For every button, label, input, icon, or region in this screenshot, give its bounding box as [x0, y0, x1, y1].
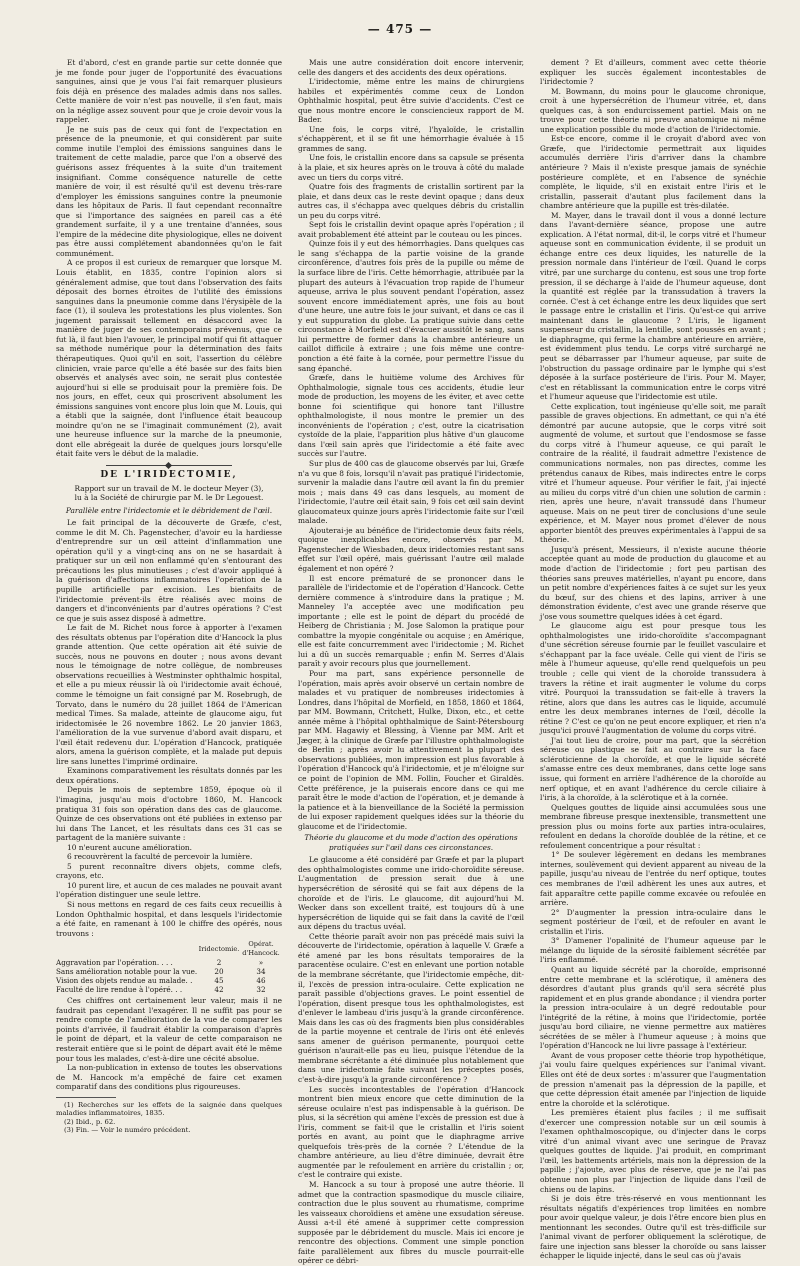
paragraph: 10 n'eurent aucune amélioration. [67, 842, 193, 852]
table-cell: 34 [256, 967, 266, 977]
table-cell: 20 [214, 967, 224, 977]
column-1 [56, 58, 282, 1168]
paragraph: Sept fois le cristallin devint opaque après l'opération ; il avait probablement été atteint par le couteau ou les pinces. [298, 220, 524, 239]
table-cell: Aggravation par l'opération. . . . [56, 958, 173, 968]
theory-subtitle: Théorie du glaucome et du mode d'action des opérations pratiquées sur l'œil dans ces circonstances. [304, 833, 518, 852]
paragraph: Examinons comparativement les résultats donnés par les deux opérations. [56, 766, 282, 785]
paragraph: Le glaucome a été considéré par Græfe et par la plupart des ophthalmologistes comme une irido-choroïdite séreuse. L'augmentation de pression serait due à une hypersécrétion de sérosité qui se fait aux dépens de la choroïde et de l'iris. Le glaucome, dit aujourd'hui M. Wecker dans son excellent traité, est toujours dû à une hypersécrétion de liquide qui se fait dans la cavité de l'œil aux dépens du tractus uvéal. [298, 855, 524, 932]
paragraph: Le fait de M. Richet nous force à apporter à l'examen des résultats obtenus par l'opération dite d'Hancock la plus grande attention. Que cette opération ait été suivie de succès, nous ne pouvons en douter ; nous avons devant nous le témoignage de notre collègue, de nombreuses observations recueillies à Westminster ophthalmic hospital, et elle a pu mieux réussir là où l'iridectomie avait échoué, comme le témoigne un fait consigné par M. Rosebrugh, de Torvato, dans le numéro du 28 juillet 1864 de l'American medical Times. Sa malade, atteinte de glaucome aigu, fut iridectomisée le 26 novembre 1862. Le 20 janvier 1863, l'amélioration de la vue survenue d'abord avait disparu, et l'œil était redevenu dur. L'opération d'Hancock, pratiquée alors, amena la guérison complète, et la malade put depuis lire sans lunettes l'imprimé ordinaire. [56, 623, 282, 766]
table-header-row [56, 940, 282, 958]
paragraph: Avant de vous proposer cette théorie trop hypothétique, j'ai voulu faire quelques expériences sur l'animal vivant. Elles ont été de deux sortes : m'assurer que l'augmentation de pression n'amenait pas la dépression de la papille, et que cette dépression était amenée par l'injection de liquide entre la choroïde et la sclérotique. [540, 1050, 766, 1108]
column-3-paragraphs [540, 58, 766, 1261]
column-2 [298, 58, 524, 1266]
paragraph: Il est encore prématuré de se prononcer dans le parallèle de l'iridectomie et de l'opération d'Hancock. Cette dernière commence à s'introduire dans la pratique ; M. Manneley l'a acceptée avec une modification peu importante ; elle est le point de départ du procédé de Heiberg de Christiania ; M. Jose Salomon la pratique pour combattre la myopie congénitale ou acquise ; en Amérique, elle est faite concurremment avec l'iridectomie ; M. Richet lui a dû un succès remarquable ; enfin M. Serres d'Alais paraît y avoir recours plus que journellement. [298, 573, 524, 669]
footnotes [56, 1101, 282, 1135]
paragraph: L'iridectomie, même entre les mains de chirurgiens habiles et expérimentés comme ceux de London Ophthalmic hospital, peut être suivie d'accidents. C'est ce que nous montre encore le consciencieux rapport de M. Bader. [298, 77, 524, 125]
paragraph: M. Mayer, dans le travail dont il vous a donné lecture dans l'avant-dernière séance, propose une autre explication. A l'état normal, dit-il, le corps vitré et l'humeur aqueuse sont en communication évidente, il se produit un échange entre ces deux liquides, les naturelle de la pression normale dans l'intérieur de l'œil. Quand le corps vitré, par une surcharge du contenu, est sous une trop forte pression, il se décharge à l'aide de l'humeur aqueuse, dont la quantité est réglée par la transsudation à travers la cornée. C'est à cet échange entre les deux liquides que sert le passage entre le cristallin et l'iris. Qu'est-ce qui arrive maintenant dans le glaucome ? L'iris, le ligament suspenseur du cristallin, la lentille, sont poussés en avant ; le diaphragme, qui ferme la chambre antérieure en arrière, est évidemment plus tendu. Le corps vitré surchargé ne peut se débarrasser par l'humeur aqueuse, par suite de l'obstruction du passage ordinaire par le lymphe qui s'est déposée à la surface postérieure de l'iris. Pour M. Mayer, c'est en rétablissant la communication entre le corps vitré et l'humeur aqueuse que l'iridectomie est utile. [540, 210, 766, 402]
paragraph: Le fait principal de la découverte de Græfe, c'est, comme le dit M. Ch. Pagenstecher, d'avoir eu la hardiesse d'entreprendre sur un œil atteint d'inflammation une opération qu'il y a vingt-cinq ans on ne se hasardait à pratiquer sur un œil non enflammé qu'en s'entourant des précautions les plus minutieuses ; c'est d'avoir appliqué à la guérison d'affections inflammatoires l'opération de la pupille artificielle par excision. Les bienfaits de l'iridectomie prévent-ils être réalisés avec moins de dangers et d'inconvénients par d'autres opérations ? C'est ce que je suis assez disposé à admettre. [56, 518, 282, 623]
table-cell: 46 [256, 976, 266, 986]
table-cell: 2 [216, 958, 222, 968]
paragraph: Les premières étaient plus faciles ; il me suffisait d'exercer une compression notable sur un œil soumis à l'examen ophthalmoscopique, ou d'injecter dans le corps vitré d'un animal vivant avec une seringue de Pravaz quelques gouttes de liquide. J'ai produit, en comprimant l'œil, les battements artériels, mais non la dépression de la papille ; j'ajoute, avec plus de réserve, que je ne l'ai pas obtenue non plus par l'injection de liquide dans l'œil de chiens ou de lapins. [540, 1108, 766, 1194]
table-cell: Vision des objets rendue au malade. . [56, 976, 193, 986]
paragraph: 5 purent reconnaître divers objets, comme clefs, crayons, etc. [56, 861, 282, 881]
paragraph: Le glaucome aigu est pour presque tous les ophthalmologistes une irido-choroïdite s'accompagnant d'une sécrétion séreuse fournie par le feuillet vasculaire et s'échappant par la face uvéale. Celle qui vient de l'iris se mêle à l'humeur aqueuse, qu'elle rend quelquefois un peu trouble ; celle qui vient de la choroïde transsudera à travers la rétine et irait augmenter le volume du corps vitré. Pourquoi la transsudation se fait-elle à travers la rétine, alors que dans les autres cas le liquide, accumulé entre les deux membranes internes de l'œil, décolle la rétine ? C'est ce qu'on ne peut encore expliquer, et rien n'a jusqu'ici prouvé l'augmentation de volume du corps vitré. [540, 621, 766, 736]
section-subtitle: Parallèle entre l'iridectomie et le débridement de l'œil. [65, 505, 273, 515]
paragraph: 2° D'augmenter la pression intra-oculaire dans le segment postérieur de l'œil, et de refouler en avant le cristallin et l'iris. [540, 907, 766, 936]
column-3 [540, 58, 766, 1261]
section-society-line: lu à la Société de chirurgie par M. le Dr Legouest. [74, 493, 264, 503]
paragraph: J'ai tout lieu de croire, pour ma part, que la sécrétion séreuse ou plastique se fait au contraire sur la face scléroticienne de la choroïde, et que le liquide sécrété s'amasse entre ces deux membranes, dans cette loge sans issue, qui forment en arrière l'adhérence de la choroïde au nerf optique, et en avant l'adhérence du cercle ciliaire à l'iris, à la choroïde, à la sclérotique et à la cornée. [540, 735, 766, 803]
section-divider [106, 465, 232, 466]
paragraph: Græfe, dans le huitième volume des Archives für Ophthalmologie, signale tous ces accidents, étudie leur mode de production, les moyens de les éviter, et avec cette bonne foi scientifique qui honore tant l'illustre ophthalmologiste, il nous montre le premier un des inconvénients de l'opération ; c'est, outre la cicatrisation cystoïde de la plaie, l'apparition plus hâtive d'un glaucome dans l'œil sain après que l'iridectomie a été faite avec succès sur l'autre. [298, 373, 524, 459]
column-1-paragraphs-3 [56, 996, 282, 1091]
table-row [56, 976, 282, 985]
columns [56, 58, 766, 1266]
table-header-cell: Iridectomie. [198, 944, 240, 953]
paragraph: Si nous mettons en regard de ces faits ceux recueillis à London Ophthalmic hospital, et dans lesquels l'iridectomie a été faite, en ramenant à 100 le chiffre des opérés, nous trouvons : [56, 900, 282, 938]
table-cell: Faculté de lire rendue à l'opéré. . . [56, 985, 183, 995]
table-row [56, 967, 282, 976]
paragraph: dement ? Et d'ailleurs, comment avec cette théorie expliquer les succès également incontestables de l'iridectomie ? [540, 58, 766, 87]
paragraph: 10 purent lire, et aucun de ces malades ne pouvait avant l'opération distinguer une seule lettre. [56, 880, 282, 900]
paragraph: Sur plus de 400 cas de glaucome observés par lui, Græfe n'a vu que 8 fois, lorsqu'il n'avait pas pratiqué l'iridectomie, survenir la maladie dans l'autre œil avant la fin du premier mois ; mais dans 49 cas dans lesquels, au moment de l'iridectomie, l'autre œil était sain, 9 fois cet œil sain devint glaucomateux quinze jours après l'iridectomie faite sur l'œil malade. [298, 458, 524, 526]
paragraph: Est-ce encore, comme il le croyait d'abord avec von Græfe, que l'iridectomie permettrait aux liquides accumulés derrière l'iris d'arriver dans la chambre antérieure ? Mais il n'existe presque jamais de synéchie postérieure complète, et en l'absence de synéchie complète, le liquide, s'il en existait entre l'iris et le cristallin, passerait d'autant plus facilement dans la chambre antérieure que la pupille est très-dilatée. [540, 134, 766, 211]
paragraph: Et d'abord, c'est en grande partie sur cette donnée que je me fonde pour juger de l'opportunité des évacuations sanguines, ainsi que je vous l'ai fait remarquer plusieurs fois déjà en présence des malades admis dans nos salles. Cette manière de voir n'est pas nouvelle, il s'en faut, mais on la néglige assez souvent pour que je croie devoir vous la rappeler. [56, 58, 282, 125]
paragraph: Cette explication, tout ingénieuse qu'elle soit, me paraît passible de graves objections. En admettant, ce qui n'a été démontré par aucune autopsie, que le corps vitré soit augmenté de volume, et surtout que l'endosmose se fasse du corps vitré à l'humeur aqueuse, ce qui paraît le contraire de la réalité, il faudrait admettre l'existence de communications normales, non pas directes, comme les prétendus canaux de Ribes, mais indirectes entre le corps vitré et l'humeur aqueuse. Pour vérifier le fait, j'ai injecté au milieu du corps vitré d'un chien une solution de carmin : rien, après une heure, n'avait transsudé dans l'humeur aqueuse. Mais on ne peut tirer de conclusions d'une seule expérience, et M. Mayer nous promet d'élever de nous apporter bientôt des preuves expérimentales à l'appui de sa théorie. [540, 401, 766, 545]
footnote: (1) Recherches sur les effets de la saignée dans quelques maladies inflammatoires, 1835. [56, 1100, 282, 1118]
paragraph: Quatre fois des fragments de cristallin sortirent par la plaie, et dans deux cas le reste devint opaque ; dans deux autres cas, il s'échappa avec quelques débris du cristallin un peu du corps vitré. [298, 182, 524, 220]
paragraph: Une fois, le corps vitré, l'hyaloïde, le cristallin s'échappèrent, et il se fit une hémorrhagie évaluée à 15 grammes de sang. [298, 124, 524, 153]
paragraph: Pour ma part, sans expérience personnelle de l'opération, mais après avoir observé un certain nombre de malades et vu pratiquer de nombreuses iridectomies à Londres, dans l'hôpital de Morfield, en 1858, 1860 et 1864, par MM. Bowmann, Critchett, Hulke, Dixon, etc., et cette année même à l'hôpital ophthalmique de Saint-Pétersbourg par MM. Hagawiy et Blessing, à Vienne par MM. Arlt et Jæger, à la clinique de Græfe par l'illustre ophthalmologiste de Berlin ; après avoir lu attentivement la plupart des observations publiées, mon impression est plus favorable à l'opération d'Hancock qu'à l'iridectomie, et je m'éloigne sur ce point de l'opinion de MM. Follin, Foucher et Giraldès. Cette préférence, je la puiserais encore dans ce qui me paraît être le mode d'action de l'opération, et je demande à la patience et à la bienveillance de la Société la permission de lui exposer rapidement quelques idées sur la théorie du glaucome et de l'iridectomie. [298, 669, 524, 831]
paragraph: M. Bowmann, du moins pour le glaucome chronique, croit à une hypersécrétion de l'humeur vitrée, et, dans quelques cas, à son endurcissement partiel. Mais on ne trouve pour cette théorie ni preuve anatomique ni même une explication possible du mode d'action de l'iridectomie. [540, 86, 766, 134]
paragraph: 3° D'amener l'opalinité de l'humeur aqueuse par le mélange du liquide de la sérosité faiblement sécrétée par l'iris enflammé. [540, 936, 766, 965]
table-body [56, 958, 282, 994]
footnote-rule [56, 1097, 116, 1098]
paragraph: Ajouterai-je au bénéfice de l'iridectomie deux faits réels, quoique inexplicables encore, observés par M. Pagenstecher de Wiesbaden, deux iridectomies restant sans effet sur l'œil opéré, mais guérissant l'autre œil malade également et non opéré ? [298, 525, 524, 573]
section-title: DE L'IRIDECTOMIE, [100, 469, 238, 480]
column-1-paragraphs [56, 58, 282, 459]
paragraph: A ce propos il est curieux de remarquer que lorsque M. Louis établit, en 1835, contre l'opinion alors si généralement admise, que tout dans l'observation des faits déposait des bornes étroites de l'utilité des émissions sanguines dans la pneumonie comme dans l'érysipèle de la face (1), il souleva les protestations les plus violentes. Son jugement paraissait tellement en désaccord avec la manière de juger de ses contemporains prévenus, que ce fut là, il faut bien l'avouer, le principal motif qui fit attaquer sa méthode numérique pour la détermination des faits thérapeutiques. Quoi qu'il en soit, l'assertion du célèbre clinicien, vraie parce qu'elle a été basée sur des faits bien observés et analysés avec soin, ne serait plus contestée aujourd'hui si elle se produisait pour la première fois. De nos jours, en effet, ceux qui proscrivent absolument les émissions sanguines vont encore plus loin que M. Louis, qui a établi que la saignée, dont l'influence était beaucoup moindre qu'on ne se l'imaginait communément (2), avait une heureuse influence sur la marche de la pneumonie, dont elle abrégeait la durée de quelques jours lorsqu'elle était faite vers le début de la maladie. [56, 258, 282, 459]
footnote: (2) Ibid., p. 62. [64, 1117, 116, 1126]
paragraph: M. Hancock a su tour à proposé une autre théorie. Il admet que la contraction spasmodique du muscle ciliaire, contraction due le plus souvent au rhumatisme, comprime les vaisseaux choroïdiens et amène une exsudation séreuse. Aussi a-t-il été amené à supprimer cette compression supposée par le débridement du muscle. Mais ici encore je rencontre des objections. Comment une simple ponction faite parallèlement aux fibres du muscle pourrait-elle opérer ce débri- [298, 1179, 524, 1266]
column-1-paragraphs-2 [56, 518, 282, 938]
column-2-paragraphs [298, 58, 524, 831]
page-number: — 475 — [367, 22, 433, 36]
paragraph: Si je dois être très-réservé en vous mentionnant les résultats négatifs d'expériences trop limitées en nombre pour avoir quelque valeur, je dois l'être encore bien plus en mentionnant les secondes. Outre qu'il est très-difficile sur l'animal vivant de perforer obliquement la sclérotique, de faire une injection sans blesser la choroïde ou sans laisser échapper le liquide injecté, dans le seul cas où j'avais [540, 1194, 766, 1261]
paragraph: 6 recouvrèrent la faculté de percevoir la lumière. [67, 852, 253, 862]
paragraph: Quant au liquide sécrété par la choroïde, emprisonné entre cette membrane et la sclérotique, il amènera des désordres d'autant plus grands qu'il sera sécrété plus rapidement et en plus grande abondance ; il viendra porter la pression intra-oculaire à un degré redoutable pour l'intégrité de la rétine, à moins que l'iridectomie, portée jusqu'au bord ciliaire, ne vienne permettre aux matières sécrétées de se mêler à l'humeur aqueuse ; à moins que l'opération d'Hancock ne lui livre passage à l'extérieur. [540, 964, 766, 1051]
paragraph: Les succès incontestables de l'opération d'Hancock montrent bien mieux encore que cette diminution de la séreuse oculaire n'est pas indispensable à la guérison. De plus, si la sécrétion qui amène l'excès de pression est due à l'iris, comment se fait-il que le cristallin et l'iris soient portés en avant, au point que le diaphragme arrive quelquefois très-près de la cornée ? L'étendue de la chambre antérieure, au lieu d'être diminuée, devrait être augmentée par le refoulement en arrière du cristallin ; or, c'est le contraire qui existe. [298, 1084, 524, 1180]
paragraph: La non-publication in extenso de toutes les observations de M. Hancock m'a empêché de faire cet examen comparatif dans des conditions plus rigoureuses. [56, 1063, 282, 1092]
table-row [56, 985, 282, 994]
section-report-line: Rapport sur un travail de M. le docteur Meyer (3), [74, 483, 264, 493]
column-2-paragraphs-2 [298, 855, 524, 1266]
footnote: (3) Fin. — Voir le numéro précédent. [64, 1126, 191, 1135]
table-row [56, 958, 282, 967]
paragraph: Une fois, le cristallin encore dans sa capsule se présenta à la plaie, et six heures après on le trouva à côté du malade avec un tiers du corps vitré. [298, 153, 524, 182]
results-table [56, 940, 282, 994]
table-header-cell [56, 940, 198, 958]
paragraph: 1° De soulever légèrement en dedans les membranes internes, soulèvement qui devient apparent au niveau de la papille, jusqu'au niveau de l'entrée du nerf optique, toutes ces membranes de l'œil adhèrent les unes aux autres, et fait apparaître cette papille comme excavée ou refoulée en arrière. [540, 850, 766, 908]
table-header-cell: Opérat. d'Hancock. [242, 940, 280, 958]
paragraph: Mais une autre considération doit encore intervenir, celle des dangers et des accidents des deux opérations. [298, 58, 524, 77]
paragraph: Ces chiffres ont certainement leur valeur, mais il ne faudrait pas cependant l'exagérer. Il ne suffit pas pour se rendre compte de l'amélioration de la vue de comparer les points d'arrivée, il faudrait établir la comparaison d'après le point de départ, et la valeur de cette comparaison ne resterait entière que si le point de départ avait été le même pour tous les malades, c'est-à-dire une cécité absolue. [56, 996, 282, 1063]
paragraph: Cette théorie paraît avoir non pas précédé mais suivi la découverte de l'iridectomie, opération à laquelle V. Græfe a été amené par les bons résultats temporaires de la paracentèse oculaire. C'est en enlevant une portion notable de la membrane sécrétante, que l'iridectomie empêche, dit-il, l'excès de pression intra-oculaire. Cette explication ne paraît passible d'objections graves. Le point essentiel de l'opération, disent presque tous les ophthalmologistes, est d'enlever le lambeau d'iris jusqu'à la grande circonférence. Mais dans les cas où des fragments bien plus considérables de la partie moyenne et centrale de l'iris ont été enlevés sans amener de guérison permanente, pourquoi cette guérison n'aurait-elle pas eu lieu, puisque l'étendue de la membrane sécrétante a été diminuée plus notablement que dans une iridectomie faite suivant les préceptes posés, c'est-à-dire jusqu'à la grande circonférence ? [298, 931, 524, 1084]
paragraph: Je ne suis pas de ceux qui font de l'expectation en présence de la pneumonie, et qui considèrent par suite comme inutile l'emploi des émissions sanguines dans le traitement de cette maladie, parce que l'on a observé des guérisons assez fréquentes à la suite d'un traitement insignifiant. Comme conséquence naturelle de cette manière de voir, il est résulté qu'il est devenu très-rare d'employer les émissions sanguines contre la pneumonie dans les hôpitaux de Paris. Il faut cependant reconnaître que si l'importance des saignées en pareil cas a été grandement surfaite, il y a une trentaine d'années, sous l'empire de la médecine dite physiologique, elles ne doivent pas être aussi complétement abandonnées qu'on le fait communément. [56, 124, 282, 258]
table-cell: 32 [256, 985, 266, 995]
paragraph: Quinze fois il y eut des hémorrhagies. Dans quelques cas le sang s'échappa de la partie voisine de la grande circonférence, d'autres fois près de la pupille ou même de la surface libre de l'iris. Cette hémorrhagie, attribuée par la plupart des auteurs à l'évacuation trop rapide de l'humeur aqueuse, arriva le plus souvent pendant l'opération, assez souvent encore immédiatement après, une fois au bout d'une heure, une autre fois le jour suivant, et dans ce cas il y eut suppuration du globe. La pratique suivie dans cette circonstance à Morfield est d'évacuer aussitôt le sang, sans lui permettre de former dans la chambre antérieure un caillot difficile à extraire ; une fois même une contre-ponction a été faite à la cornée, pour permettre l'issue du sang épanché. [298, 239, 524, 373]
paragraph: Quelques gouttes de liquide ainsi accumulées sous une membrane fibreuse presque inextensible, transmettent une pression plus ou moins forte aux parties intra-oculaires, refoulent en dedans la choroïde doublée de la rétine, et ce refoulement concentrique a pour résultat : [540, 802, 766, 850]
table-cell: 42 [214, 985, 224, 995]
paragraph: Jusqu'à présent, Messieurs, il n'existe aucune théorie acceptée quant au mode de production du glaucome et au mode d'action de l'iridectomie ; fort peu partisan des théories sans preuves matérielles, n'ayant pu encore, dans un petit nombre d'expériences faites à ce sujet sur les yeux du bœuf, sur des chiens et des lapins, arriver à une démonstration évidente, c'est avec une grande réserve que j'ose vous soumettre quelques idées à cet égard. [540, 544, 766, 621]
table-cell: » [258, 958, 264, 968]
table-cell: 45 [214, 976, 224, 986]
paragraph: Depuis le mois de septembre 1859, époque où il l'imagina, jusqu'au mois d'octobre 1860, M. Hancock pratiqua 31 fois son opération dans des cas de glaucome. Quinze de ces observations ont été publiées in extenso par lui dans The Lancet, et les résultats dans ces 31 cas se partagent de la manière suivante : [56, 785, 282, 843]
table-cell: Sans amélioration notable pour la vue. [56, 967, 198, 977]
